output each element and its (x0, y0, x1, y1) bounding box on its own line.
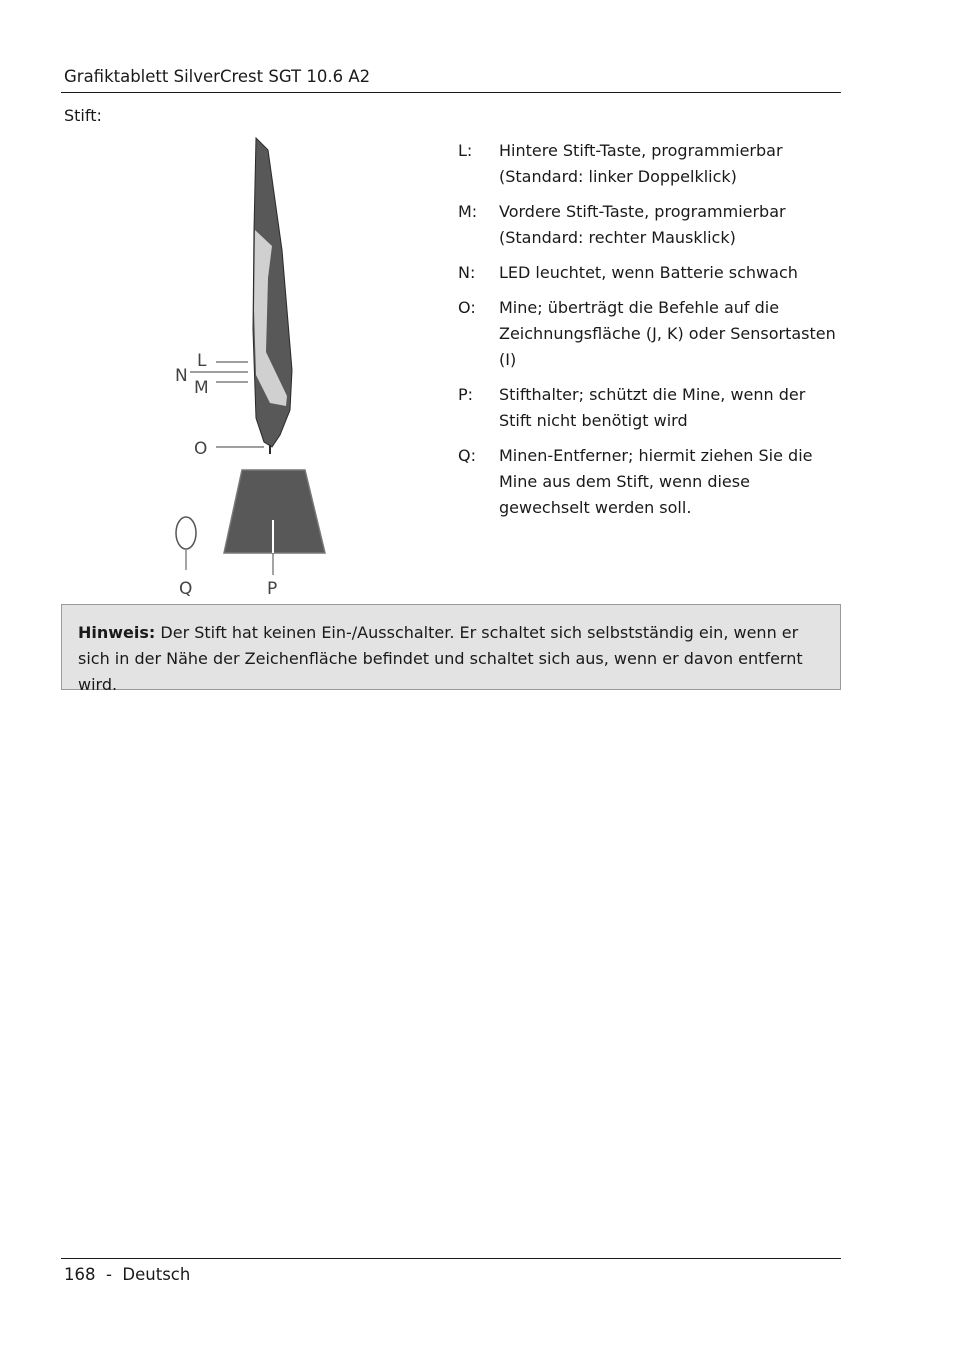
label-q: Q (179, 579, 193, 599)
item-text: Stifthalter; schützt die Mine, wenn der Stift nicht benötigt wird (499, 385, 806, 430)
item-text: LED leuchtet, wenn Batterie schwach (499, 263, 798, 282)
footer-divider (61, 1258, 841, 1259)
item-key: Q: (458, 446, 476, 465)
document-title: Grafiktablett SilverCrest SGT 10.6 A2 (64, 67, 371, 86)
list-item (458, 443, 838, 521)
list-item (458, 199, 838, 251)
header-divider (61, 92, 841, 93)
note-text: Der Stift hat keinen Ein-/Ausschalter. Er schaltet sich selbstständig ein, wenn er sich in der Nähe der Zeichenfläche befindet und schaltet sich aus, wenn er davon entfernt wird. (78, 623, 803, 694)
item-key: O: (458, 298, 476, 317)
pen-diagram (160, 130, 340, 605)
item-text: Minen-Entferner; hiermit ziehen Sie die Mine aus dem Stift, wenn diese gewechselt werden soll. (499, 446, 813, 517)
label-l: L (197, 351, 207, 371)
list-item (458, 260, 838, 286)
item-text: Hintere Stift-Taste, programmierbar (Standard: linker Doppelklick) (499, 141, 783, 186)
pen-holder (224, 470, 325, 553)
list-item (458, 295, 838, 373)
list-item (458, 138, 838, 190)
label-p: P (267, 579, 278, 599)
label-n: N (175, 366, 188, 386)
pen-diagram-svg (160, 130, 340, 605)
item-text: Mine; überträgt die Befehle auf die Zeichnungsfläche (J, K) oder Sensortasten (I) (499, 298, 836, 369)
label-m: M (194, 378, 209, 398)
section-label: Stift: (64, 106, 102, 125)
item-key: P: (458, 385, 474, 404)
nib-remover-ring (176, 517, 196, 549)
item-key: M: (458, 202, 478, 221)
list-item (458, 382, 838, 434)
label-o: O (194, 439, 208, 459)
page-footer: 168 - Deutsch (64, 1265, 191, 1284)
note-label: Hinweis: (78, 623, 156, 642)
component-description-list (458, 138, 838, 530)
item-text: Vordere Stift-Taste, programmierbar (Standard: rechter Mausklick) (499, 202, 786, 247)
item-key: L: (458, 141, 473, 160)
item-key: N: (458, 263, 476, 282)
note-box (61, 604, 841, 694)
